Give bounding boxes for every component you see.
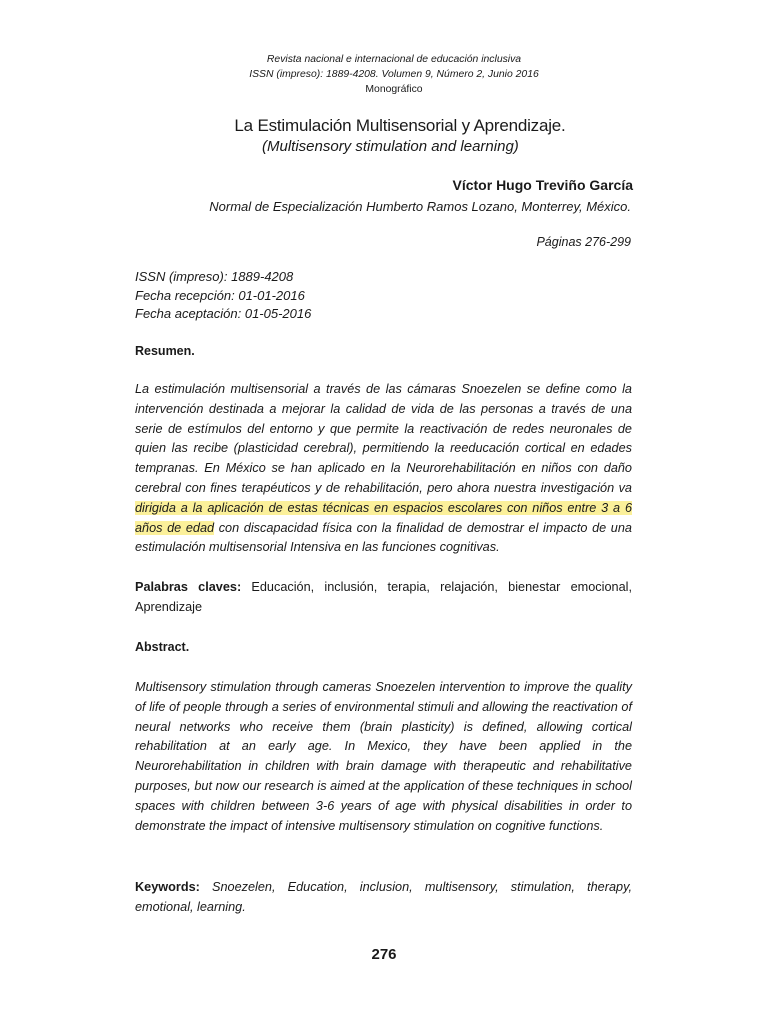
- meta-received-date: Fecha recepción: 01-01-2016: [135, 287, 305, 303]
- palabras-claves: [135, 578, 632, 618]
- resumen-heading: Resumen.: [135, 344, 195, 358]
- article-title: La Estimulación Multisensorial y Aprendizaje.: [234, 116, 566, 135]
- page-range: Páginas 276-299: [536, 235, 631, 249]
- resumen-text-start: La estimulación multisensorial a través de las cámaras Snoezelen se define como la intervención destinada a mejorar la calidad de vida de las personas a través de una serie de estímulos del entorno y que permite la reactivación de redes neuronales de quien las recibe (plasticidad cerebral), permitiendo la reeducación cortical en edades tempranas. En México se han aplicado en la Neurorehabilitación en niños con daño cerebral con fines terapéuticos y de rehabilitación, pero ahora nuestra investigación va: [135, 382, 632, 495]
- section-label: Monográfico: [365, 84, 423, 95]
- article-meta: [135, 268, 311, 324]
- article-subtitle: (Multisensory stimulation and learning): [262, 138, 519, 155]
- keywords-text: Snoezelen, Education, inclusion, multisensory, stimulation, therapy, emotional, learning.: [135, 880, 632, 914]
- issn-volume-line: ISSN (impreso): 1889-4208. Volumen 9, Número 2, Junio 2016: [249, 69, 539, 80]
- journal-header: [0, 52, 768, 97]
- author-name: Víctor Hugo Treviño García: [452, 177, 633, 193]
- author-affiliation: Normal de Especialización Humberto Ramos Lozano, Monterrey, México.: [209, 199, 631, 214]
- resumen-text-end: con discapacidad física con la finalidad de demostrar el impacto de una estimulación multisensorial Intensiva en las funciones cognitivas.: [135, 520, 632, 555]
- palabras-claves-label: Palabras claves:: [135, 580, 242, 594]
- journal-name: Revista nacional e internacional de educación inclusiva: [266, 54, 522, 65]
- meta-accepted-date: Fecha aceptación: 01-05-2016: [135, 306, 312, 321]
- abstract-body: Multisensory stimulation through cameras Snoezelen intervention to improve the quality of life of people through a series of environmental stimuli and allowing the reactivation of neural networks who receive them (brain plasticity) is defined, allowing cortical rehabilitation at an early age. In Mexico, they have been applied in the Neurorehabilitation in children with brain damage with therapeutic and rehabilitative purposes, but now our research is aimed at the application of these techniques in school spaces with children between 3-6 years of age with physical disabilities in order to demonstrate the impact of intensive multisensory stimulation on cognitive functions.: [135, 680, 632, 833]
- meta-issn: ISSN (impreso): 1889-4208: [135, 269, 294, 284]
- keywords-label: Keywords:: [135, 880, 200, 894]
- resumen-highlighted-text: dirigida a la aplicación de estas técnicas en espacios escolares con niños entre 3 a 6 años de edad: [135, 500, 632, 535]
- resumen-body: [135, 380, 632, 558]
- abstract-heading: Abstract.: [135, 640, 190, 654]
- page-number: 276: [371, 946, 397, 963]
- palabras-claves-text: Educación, inclusión, terapia, relajación, bienestar emocional, Aprendizaje: [135, 580, 632, 614]
- keywords: [135, 878, 632, 918]
